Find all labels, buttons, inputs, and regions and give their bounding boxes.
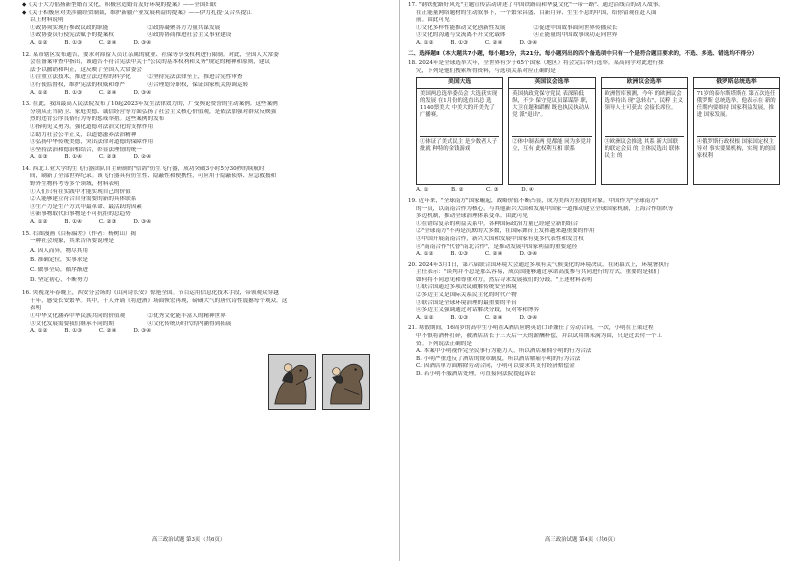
page-footer-left: 高三政治试题 第3页（共6页） [152, 537, 226, 543]
question-text: 18. 2024年是全球选举大年，全世界有少于65个国家（地区）将会完后举行选举。某高同学对此进行探 [408, 60, 664, 67]
option-b: B. 准确定位，实事求是 [30, 257, 89, 264]
statement: ④"南南合作"代替"南北合作"，是推动发展中国家利益的重要途径 [416, 243, 578, 250]
statement: ③生产力是生产方式中最革命、最活跃的因素 [30, 203, 142, 210]
statement: ①在错综复杂的利益关系中，各种国际政治力量已经建立新的组合 [416, 220, 579, 227]
election-card-eu [601, 77, 688, 185]
card-title: 欧洲议会选举 [602, 78, 687, 89]
question-14 [22, 166, 390, 227]
statement: ①文化多样性能推动文化创新性发展 ②促进中国故事面向世界传播众长 [416, 24, 618, 31]
statement: ②人能够建立符合自身需要的新的具体联系 [30, 196, 137, 203]
statement: ③文化的沟通与交流离不开文化载体 ④正能量的中国故事成功走向世界 [416, 32, 618, 39]
statement: ③文化发展需要我们继承不同的期 ④文化传统历时代的内涵得到拓展 [30, 320, 232, 327]
statement: ②助力社会公平正义，以道德滋养法治精神 [30, 131, 137, 138]
option-c: C. 因酒店单方面解除劳动合同，小明可以要求其支付经济赔偿金 [416, 363, 575, 370]
question-15 [22, 231, 272, 285]
card-statement: ④俄罗斯行政权根 国家国定权主导对 事实要果机构，实现 的的国家权利 [697, 136, 776, 160]
question-text: 主任表示："谈判并不总是那么容易，成员国能够通过承诺高度参与共同进行的方式，重要的是我们 [416, 269, 660, 276]
statement: ③中国开展南南合作，新兴大国和发展中国家有更多代表性和发言权 [416, 235, 584, 242]
statement: ④多边主义强调通过对话解决分歧，反对零和博弈 [416, 307, 540, 314]
statement: ①中华文化涵养中华民族共同的价值观 ②优秀文化能丰富人的精神世界 [30, 312, 226, 319]
option-a: A. 本案中小明视作完全民事行为能力人，所以酒店雇佣小明的行为合法 [416, 348, 592, 355]
card-title: 俄罗斯总统选举 [694, 78, 779, 89]
option-b: B. 小明严重违反了酒店的规章制度，所以酒店解雇小明的行为合法 [416, 355, 581, 362]
answer-options: A. ①② B. ①③ C. ②④ D. ③④ [416, 251, 538, 258]
statement: ①联合国通过多项决议破解传统安全困境 [416, 284, 517, 291]
question-text: 究，下列是他们搜索所得资料，与选项关系对应正确的是 [416, 67, 556, 74]
text-line: ③政协委员行使宪法赋予的提案权 ④政协协商推进社会主义事业建设 [30, 32, 232, 39]
page-footer-right: 高三政治试题 第4页（共6页） [545, 537, 619, 543]
option-d: D. 坚定初心，不断努力 [30, 276, 89, 283]
page-divider [399, 0, 400, 561]
cartoon-panel-right [322, 354, 370, 410]
question-text: 15. 右图漫画《目标偏差》（作者：杨树山）揭 [22, 230, 137, 237]
question-18 [408, 60, 780, 195]
statement: ①指明见义勇为，强化道德对法治文化的支撑作用 [30, 123, 154, 130]
question-20 [408, 262, 780, 323]
statement: ①注重立法技术，推进立法过程的科学化 ②坚持宪法法律至上，推进合宪性审查 [30, 74, 243, 81]
question-text: 的一员，以南南合作为核心，与其他新兴大国和发展中国家一道推动建立全球国家机制，上海合作组织等 [416, 205, 674, 212]
answer-options: A. ①② B. ①③ C. ②④ D. ③④ [416, 314, 538, 321]
card-statement: ②体中制表两 党都能 同为多党并立，互有 此权利互相 联系 [512, 136, 591, 153]
question-text: 分别从正当防卫、家庭美德、诚信经营等方面弘扬了社会主义核心价值观，是依法加强对群众反映强 [30, 108, 277, 115]
election-card-us [416, 77, 503, 185]
question-text: 表明 [30, 305, 42, 312]
question-text: 会在备案审查中指出，该通告不符合宪法中关于"公民的基本权利和义务"规定的精神和原则，建议 [30, 59, 271, 66]
statement: ②多边主义是国际关系民主化的时代产物 [416, 292, 517, 299]
cartoon-illustration [268, 354, 370, 410]
horse-rider-drawing [269, 355, 315, 409]
left-column [22, 2, 390, 336]
answer-options: A. ①② B. ①③ C. ②④ D. ③④ [416, 39, 538, 46]
question-text: 间，刷新了全部世界纪录。该飞行器具有仿生性、隐蔽性和便携性，可应用于隐蔽侦察、应急救援和 [30, 173, 277, 180]
answer-options: A. ①② B. ①③ C. ②④ D. ③④ [30, 89, 152, 96]
card-statement: ①体证了美式民主 是少数者人子批就 种特的金钱游戏 [420, 136, 499, 153]
question-text: 19. 近年来，"全球南方"国家崛起，战略价值不断凸显，成为美西方拉拢的对象。中国作为"全球南方" [408, 197, 659, 204]
statement: ④坚持法治和德治相结合，彰显法理情的统一 [30, 146, 142, 153]
question-text: 烈的违背公序良俗行为等的惩戒举措。这些案例的发布 [30, 116, 165, 123]
question-text: 13. 在此，我国最高人民法院发布了10起2023年发生法律效力的，广受舆论赞誉的生动案例。这些案例 [22, 101, 278, 108]
question-text: 法予以撤销和纠正，这反映了全国人大常委会 [30, 66, 142, 73]
question-17 [408, 2, 780, 48]
question-text: 14. 西北工业大学的生飞行器团队自主研制的"信鸽"仿生飞行器，成功突破3小时5分30秒的续航时 [22, 165, 265, 172]
answer-options: A. ①② B. ①④ C. ②③ D. ③④ [30, 219, 152, 226]
card-statement: ③欧洲议会推选 其系 新大国联 的联定会员 的 主体民选出 联体民主 的 [605, 136, 684, 160]
option-a: A. 因人而异，物尽其用 [30, 247, 88, 254]
question-text: 中不慎将酒杯打碎，被酒店店长于三天后一天的薪酬补偿，并以试用期未满为由，只是过去付一个工 [416, 333, 663, 340]
question-text: 21. 寒假期间，16周岁的高中生小明在A酒店应聘英语口译兼任了劳动合同，一次，小明在上架过程 [408, 325, 654, 332]
text-line: ①政协须实现行参政议政的职能 ②政协凝聚各方力量共谋发展 [30, 24, 221, 31]
question-text: 在正能量网络题材的生动叙事下，一个繁荣昌盛、目新月异、生生不息的中国，给你留观在赶人面 [416, 9, 657, 16]
statement: ③行使监督权，维护宪法的权威和尊严 ④合理划分职权，保证国家机关协调运转 [30, 81, 249, 88]
right-column [408, 2, 780, 379]
intro-lines [22, 2, 390, 48]
question-21 [408, 325, 780, 378]
question-text: 17. "钢铁驼路好风光"主题宣传活动讲述了中国铁路局和华夏文化"一带一路"、通过沿线百的动人故事。 [408, 2, 664, 8]
cartoon-panel-left [268, 354, 316, 410]
question-12 [22, 52, 390, 98]
question-text: 如何将不同意见和尊重对方，然后寻求发展我们的分歧。"上述材料表明 [416, 276, 592, 283]
question-text: 千年，感受长安繁华。其中，千人齐诵《将进酒》场面恢宏再现，磅礴大气的唐代诗性震撼每个观众。这 [30, 297, 288, 304]
answer-options: A. ① B. ② C. ③ D. ④ [416, 187, 534, 194]
answer-options: A. ①③ B. ①④ C. ②③ D. ②④ [30, 154, 152, 161]
text-line: 以上材料说明 [30, 17, 64, 24]
question-16 [22, 290, 390, 336]
statement: ②"全球南方"不再是沉默的大多数，在国际舞台上发挥越来越重要的作用 [416, 228, 595, 235]
option-c: C. 做事全局，循序渐进 [30, 267, 88, 273]
question-text: 16. 央视龙年春晚上，西安分会场的《山河诗长安》惊艳全国。节目运用信息化技术手段，带领观众穿越 [22, 290, 279, 297]
text-line: ◆《关于积极应对美涉疆经贸制裁，维护新疆产业发展利益的提案》——伊力扎提·艾合买提江 [22, 9, 252, 16]
card-title: 美国大选 [417, 78, 502, 89]
horse-rider-drawing [323, 355, 369, 409]
election-cards [416, 77, 780, 185]
answer-options: A. ①② B. ①③ C. ②④ D. ③④ [30, 39, 152, 46]
question-text: 前。由此可见 [416, 17, 450, 24]
card-body: 欧洲智库预测，今年 的欧洲议会选举持出 现"急转右"，民粹 主义领导人士可获去 会接长席位。 [604, 90, 683, 111]
card-body: 英国执政党保守党民 表深陷低纵，不少 保守党议员谋谋辞 职，大卫在题和蹈醒 既也执民执动从党 派"退出"。 [512, 90, 592, 118]
card-title: 英国议会选举 [509, 78, 594, 89]
section-2-heading: 二、选择题Ⅱ（本大题共7小题，每小题3分，共21分。每小题列出的四个备选项中只有一个是符合题目要求的，不选、多选、错选均不得分） [408, 50, 758, 57]
card-body: 71岁的泰尔斯塔斯在 第五次连任俄罗斯 总统选举，他表示在 新的任期内要维持 国家利益发展，推进 国家发展。 [696, 90, 776, 118]
question-text: 多边机制，推动全球治理体系变革。由此可见 [416, 213, 528, 220]
answer-options: A. ①② B. ①③ C. ②④ D. ③④ [30, 328, 152, 335]
question-text: 一种社会现象，其来告所要说理是 [30, 238, 114, 245]
statement: ③联合国是全球环境治理的最重要的平台 [416, 299, 517, 306]
question-text: 12. 某市辖区发布通告，要求对滞留人员让亲属的就业、社保等享受权利进行限制。对此，全国人大常委 [22, 51, 279, 58]
card-body: 美国两总选举委员会 大选获实现的发展 在1月份的选直出总 选1140票美大 中美大的开美先了 广播赛。 [420, 90, 498, 118]
question-text: 野外生物科考等多个领域，材料表明 [30, 181, 120, 188]
question-13 [22, 101, 390, 162]
election-card-russia [693, 77, 780, 185]
option-d: D. 若小明不服酒店处理，可直接向法院提起诉讼 [416, 371, 536, 377]
question-19 [408, 198, 780, 259]
election-card-uk [508, 77, 595, 185]
question-text: 20. 2024年3月1日，第六届联合国环境大会通过多项有关气候变化的环境决议。在闭幕式上，环境署执行 [408, 261, 670, 268]
text-line: ◆《关于大力倡扬新型婚育文化，积极营造婚育友好环境的提案》——全国妇联 [22, 2, 217, 8]
question-text: 资。下列说法正确的是 [416, 340, 472, 347]
statement: ④新事物取代旧事物是不可抗拒的总趋势 [30, 211, 131, 218]
statement: ③弘扬中华传统美德，突出法律对道德的保障作用 [30, 139, 154, 146]
statement: ①人们只有在实践中才能实现自己的价值 [30, 188, 131, 195]
